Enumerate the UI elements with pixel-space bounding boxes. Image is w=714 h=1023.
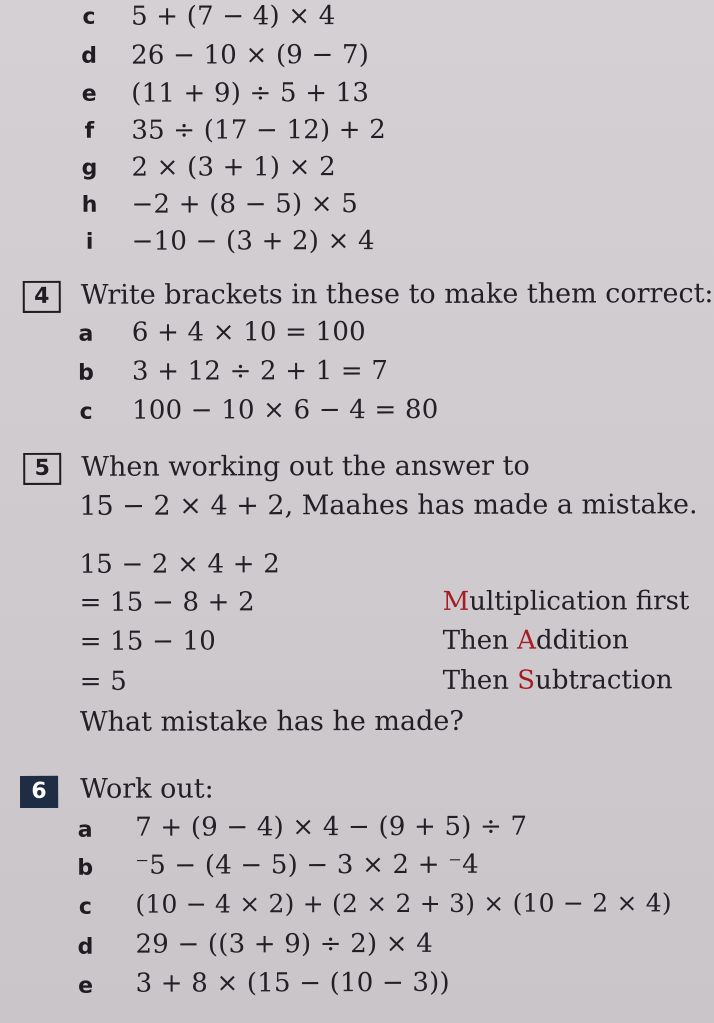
working-step-1: 15 − 2 × 4 + 2 <box>79 549 280 580</box>
q6-expression-e: 3 + 8 × (15 − (10 − 3)) <box>135 967 450 999</box>
item-letter-f: f <box>84 118 95 144</box>
working-step-3: = 15 − 10 <box>79 626 217 657</box>
q4-expression-c: 100 − 10 × 6 − 4 = 80 <box>132 394 439 426</box>
expression-i: −10 − (3 + 2) × 4 <box>131 226 375 257</box>
question-number-6: 6 <box>20 776 58 808</box>
expression-h: −2 + (8 − 5) × 5 <box>131 189 358 220</box>
q6-expression-a: 7 + (9 − 4) × 4 − (9 + 5) ÷ 7 <box>135 811 528 843</box>
question-number-5: 5 <box>23 453 61 485</box>
q6-letter-b: b <box>77 855 94 881</box>
expression-c: 5 + (7 − 4) × 4 <box>131 1 336 32</box>
working-step-2: = 15 − 8 + 2 <box>79 587 255 618</box>
q6-letter-e: e <box>78 973 94 999</box>
item-letter-c: c <box>82 4 96 30</box>
working-note-2: Multiplication first <box>442 586 690 617</box>
q6-letter-d: d <box>77 934 94 960</box>
question-5-ask: What mistake has he made? <box>79 705 464 738</box>
q6-letter-c: c <box>78 894 92 920</box>
working-step-4: = 5 <box>79 666 128 697</box>
q4-letter-a: a <box>78 321 94 347</box>
question-4-prompt: Write brackets in these to make them correct: <box>80 278 714 311</box>
expression-g: 2 × (3 + 1) × 2 <box>131 152 336 183</box>
expression-e: (11 + 9) ÷ 5 + 13 <box>131 78 370 109</box>
item-letter-h: h <box>81 192 98 218</box>
expression-d: 26 − 10 × (9 − 7) <box>131 40 370 71</box>
q4-letter-b: b <box>78 360 94 386</box>
q4-expression-b: 3 + 12 ÷ 2 + 1 = 7 <box>131 355 389 387</box>
q6-expression-d: 29 − ((3 + 9) ÷ 2) × 4 <box>135 928 433 960</box>
question-5-line-1: When working out the answer to <box>81 450 530 483</box>
item-letter-d: d <box>81 43 98 69</box>
q6-letter-a: a <box>77 817 93 843</box>
expression-f: 35 ÷ (17 − 12) + 2 <box>131 114 387 146</box>
q4-expression-a: 6 + 4 × 10 = 100 <box>131 317 366 348</box>
item-letter-e: e <box>81 81 97 107</box>
question-5-line-2: 15 − 2 × 4 + 2, Maahes has made a mistake. <box>79 489 698 522</box>
item-letter-g: g <box>81 155 98 181</box>
q4-letter-c: c <box>79 399 93 425</box>
working-note-3: Then Addition <box>442 625 629 656</box>
q6-expression-c: (10 − 4 × 2) + (2 × 2 + 3) × (10 − 2 × 4) <box>135 888 672 919</box>
working-note-4: Then Subtraction <box>442 665 673 696</box>
question-6-prompt: Work out: <box>80 773 214 805</box>
question-number-4: 4 <box>23 281 61 313</box>
item-letter-i: i <box>85 229 94 255</box>
q6-expression-b: ⁻5 − (4 − 5) − 3 × 2 + ⁻4 <box>135 849 479 881</box>
